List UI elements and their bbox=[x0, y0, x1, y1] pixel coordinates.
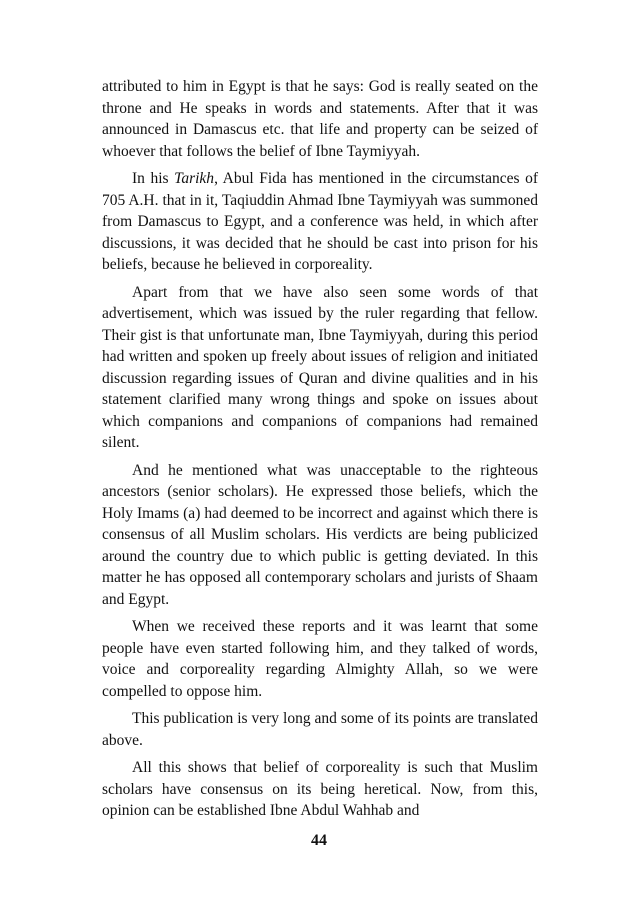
paragraph-tarikh-after: , Abul Fida has mentioned in the circumstances of 705 A.H. that in it, Taqiuddin Ahmad Ibne Taymiyyah was summoned from Damascus to Egypt, and a conference was held, in which after discussions, it was decided that he should be cast into prison for his beliefs, because he believed in corporeality. bbox=[102, 170, 538, 273]
page-body bbox=[102, 76, 538, 828]
paragraph-reports: When we received these reports and it was learnt that some people have even started following him, and they talked of words, voice and corporeality regarding Almighty Allah, so we were compelled to oppose him. bbox=[102, 618, 538, 700]
page-number: 44 bbox=[311, 832, 327, 849]
paragraph-advertisement: Apart from that we have also seen some words of that advertisement, which was issued by the ruler regarding that fellow. Their gist is that unfortunate man, Ibne Taymiyyah, during this period had written and spoken up freely about issues of religion and initiated discussion regarding issues of Quran and divine qualities and in his statement clarified many wrong things and spoke on issues about which companions and companions of companions had remained silent. bbox=[102, 283, 538, 451]
tarikh-italic: Tarikh bbox=[174, 170, 215, 187]
paragraph-tarikh-before: In his bbox=[132, 170, 175, 187]
paragraph-tarikh bbox=[102, 168, 538, 276]
paragraph-publication: This publication is very long and some of its points are translated above. bbox=[102, 710, 538, 749]
paragraph-continued: attributed to him in Egypt is that he says: God is really seated on the throne and He speaks in words and statements. After that it was announced in Damascus etc. that life and property can be seized of whoever that follows the belief of Ibne Taymiyyah. bbox=[102, 78, 538, 160]
paragraph-consensus: All this shows that belief of corporeality is such that Muslim scholars have consensus on its being heretical. Now, from this, opinion can be established Ibne Abdul Wahhab and bbox=[102, 759, 538, 819]
paragraph-unacceptable: And he mentioned what was unacceptable to the righteous ancestors (senior scholars). He expressed those beliefs, which the Holy Imams (a) had deemed to be incorrect and against which there is consensus of all Muslim scholars. His verdicts are being publicized around the country due to which public is getting deviated. In this matter he has opposed all contemporary scholars and jurists of Shaam and Egypt. bbox=[102, 461, 538, 608]
